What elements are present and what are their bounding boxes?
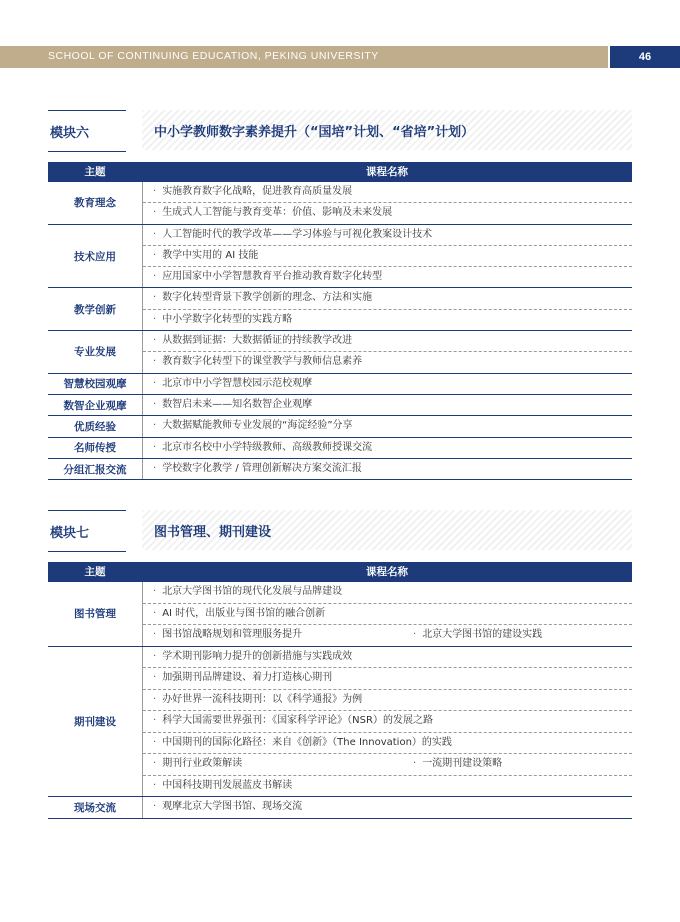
- course-list: [143, 288, 632, 330]
- course-name: 中小学数字化转型的实践方略: [162, 313, 293, 325]
- course-name: AI 时代，出版业与图书馆的融合创新: [162, 607, 326, 619]
- bullet-icon: ·: [153, 420, 157, 432]
- course-name: 教学中实用的 AI 技能: [162, 249, 259, 261]
- course-cell: [153, 668, 332, 689]
- bullet-icon: ·: [153, 672, 157, 683]
- course-name: 中国期刊的国际化路径：来自《创新》（The Innovation）的实践: [162, 736, 452, 748]
- course-cell: [153, 604, 325, 625]
- course-name: 北京大学图书馆的现代化发展与品牌建设: [162, 586, 343, 597]
- course-cell: [153, 754, 242, 775]
- course-cell: [153, 690, 362, 711]
- topic-group: [48, 647, 632, 798]
- bullet-icon: ·: [153, 758, 157, 769]
- course-name: 图书馆战略规划和管理服务提升: [162, 629, 303, 640]
- course-row: [143, 776, 632, 797]
- course-list: [143, 331, 632, 373]
- bullet-icon: ·: [153, 186, 157, 197]
- topic-group: [48, 416, 632, 437]
- course-row: [143, 203, 632, 223]
- bullet-icon: ·: [153, 335, 157, 347]
- bullet-icon: ·: [153, 462, 157, 474]
- bullet-icon: ·: [153, 313, 157, 325]
- course-row: [143, 668, 632, 690]
- module7-course-table: [48, 562, 632, 819]
- course-row: [143, 604, 632, 626]
- course-cell: [153, 797, 302, 818]
- course-row: [143, 797, 632, 818]
- course-list: [143, 374, 632, 394]
- column-header-topic: 主题: [84, 166, 106, 178]
- bullet-icon: ·: [153, 801, 157, 812]
- topic-group: [48, 331, 632, 374]
- topic-label: 名师传授: [48, 438, 143, 458]
- topic-label: 期刊建设: [48, 647, 143, 797]
- module7-header: [48, 510, 632, 550]
- course-cell: [153, 711, 433, 732]
- course-list: [143, 647, 632, 797]
- module7-label: 模块七: [50, 526, 90, 541]
- topic-label: 技术应用: [48, 225, 143, 288]
- bullet-icon: ·: [153, 607, 157, 619]
- course-name: 应用国家中小学智慧教育平台推动教育数字化转型: [162, 271, 383, 283]
- course-name: 观摩北京大学图书馆、现场交流: [162, 801, 303, 812]
- course-name: 从数据到证据：大数据循证的持续教学改进: [162, 335, 353, 347]
- course-name: 实施教育数字化战略，促进教育高质量发展: [162, 186, 353, 197]
- topic-group: [48, 797, 632, 819]
- topic-label: 优质经验: [48, 416, 143, 436]
- course-row: [143, 352, 632, 372]
- module7-table-header: [48, 562, 632, 582]
- course-list: [143, 416, 632, 436]
- course-cell: [153, 438, 372, 458]
- bullet-icon: ·: [153, 271, 157, 283]
- topic-group: [48, 438, 632, 459]
- module6-title: 中小学教师数字素养提升（“国培”计划、“省培”计划）: [154, 125, 475, 140]
- course-row: [143, 582, 632, 604]
- course-name: 期刊行业政策解读: [162, 758, 243, 769]
- bullet-icon: ·: [413, 629, 417, 640]
- course-name: 大数据赋能教师专业发展的“海淀经验”分享: [162, 420, 353, 432]
- bullet-icon: ·: [153, 228, 157, 240]
- topic-group: [48, 459, 632, 480]
- course-cell: [153, 182, 352, 202]
- course-row: [143, 459, 632, 479]
- course-cell: [413, 625, 542, 646]
- course-list: [143, 459, 632, 479]
- bullet-icon: ·: [153, 650, 157, 662]
- course-row: [143, 754, 632, 776]
- course-row: [143, 182, 632, 203]
- course-row: [143, 310, 632, 330]
- module7-title: 图书管理、期刊建设: [154, 525, 272, 540]
- bullet-icon: ·: [153, 398, 157, 410]
- course-list: [143, 395, 632, 415]
- course-cell: [153, 203, 392, 223]
- course-row: [143, 225, 632, 246]
- topic-label: 数智企业观摩: [48, 395, 143, 415]
- module7-title-box: [142, 510, 632, 550]
- course-name: 生成式人工智能与教育变革：价值、影响及未来发展: [162, 207, 393, 219]
- course-name: 北京市名校中小学特级教师、高级教师授课交流: [162, 441, 373, 453]
- course-row: [143, 647, 632, 669]
- course-cell: [153, 582, 342, 603]
- header-school-band: [0, 46, 608, 68]
- module7-label-box: [48, 510, 126, 552]
- topic-label: 图书管理: [48, 582, 143, 646]
- course-name: 学校数字化教学 / 管理创新解决方案交流汇报: [162, 462, 362, 474]
- course-cell: [153, 246, 258, 266]
- bullet-icon: ·: [153, 441, 157, 453]
- module6-header: [48, 110, 632, 150]
- course-cell: [153, 625, 302, 646]
- school-name: SCHOOL OF CONTINUING EDUCATION, PEKING UNIVERSITY: [48, 50, 379, 62]
- course-name: 办好世界一流科技期刊：以《科学通报》为例: [162, 693, 363, 705]
- bullet-icon: ·: [153, 377, 157, 389]
- bullet-icon: ·: [153, 586, 157, 597]
- topic-group: [48, 288, 632, 331]
- bullet-icon: ·: [153, 292, 157, 304]
- column-header-course: 课程名称: [366, 166, 408, 178]
- course-cell: [153, 647, 352, 668]
- course-row: [143, 416, 632, 436]
- course-cell: [153, 395, 312, 415]
- course-list: [143, 438, 632, 458]
- course-name: 中国科技期刊发展蓝皮书解读: [162, 779, 293, 791]
- bullet-icon: ·: [153, 629, 157, 640]
- course-row: [143, 288, 632, 309]
- course-name: 北京市中小学智慧校园示范校观摩: [162, 377, 313, 389]
- page-header-bar: [0, 46, 680, 68]
- course-cell: [153, 374, 312, 394]
- topic-label: 专业发展: [48, 331, 143, 373]
- course-list: [143, 797, 632, 818]
- bullet-icon: ·: [153, 779, 157, 791]
- course-row: [143, 395, 632, 415]
- course-cell: [413, 754, 502, 775]
- course-name: 数字化转型背景下教学创新的理念、方法和实施: [162, 292, 373, 304]
- course-row: [143, 374, 632, 394]
- course-row: [143, 733, 632, 755]
- course-name: 教育数字化转型下的课堂教学与教师信息素养: [162, 356, 363, 368]
- topic-group: [48, 225, 632, 289]
- bullet-icon: ·: [153, 207, 157, 219]
- topic-group: [48, 374, 632, 395]
- course-cell: [153, 776, 292, 797]
- course-row: [143, 246, 632, 267]
- course-list: [143, 582, 632, 646]
- course-cell: [153, 225, 432, 245]
- module6-title-box: [142, 110, 632, 150]
- topic-group: [48, 395, 632, 416]
- course-name: 北京大学图书馆的建设实践: [422, 629, 543, 640]
- course-cell: [153, 352, 362, 372]
- bullet-icon: ·: [153, 715, 157, 726]
- column-header-topic: 主题: [84, 566, 106, 578]
- module6-course-table: [48, 162, 632, 480]
- course-row: [143, 331, 632, 352]
- course-list: [143, 182, 632, 224]
- course-cell: [153, 416, 353, 436]
- topic-label: 现场交流: [48, 797, 143, 818]
- course-name: 一流期刊建设策略: [422, 758, 503, 769]
- course-row: [143, 267, 632, 287]
- course-row: [143, 690, 632, 712]
- column-header-course: 课程名称: [366, 566, 408, 578]
- topic-label: 分组汇报交流: [48, 459, 143, 479]
- page-number: 46: [610, 46, 680, 68]
- topic-group: [48, 582, 632, 647]
- course-cell: [153, 331, 352, 351]
- course-row: [143, 711, 632, 733]
- topic-group: [48, 182, 632, 225]
- course-cell: [153, 310, 292, 330]
- course-cell: [153, 267, 382, 287]
- course-name: 科学大国需要世界强刊：《国家科学评论》（NSR）的发展之路: [162, 715, 433, 726]
- course-list: [143, 225, 632, 288]
- course-name: 人工智能时代的教学改革——学习体验与可视化教案设计技术: [162, 228, 433, 240]
- topic-label: 智慧校园观摩: [48, 374, 143, 394]
- course-name: 数智启未来——知名数智企业观摩: [162, 398, 313, 410]
- bullet-icon: ·: [153, 693, 157, 705]
- course-cell: [153, 459, 362, 479]
- module6-label: 模块六: [50, 126, 90, 141]
- topic-label: 教学创新: [48, 288, 143, 330]
- bullet-icon: ·: [413, 758, 417, 769]
- course-cell: [153, 733, 452, 754]
- module6-table-header: [48, 162, 632, 182]
- topic-label: 教育理念: [48, 182, 143, 224]
- course-row: [143, 625, 632, 646]
- course-cell: [153, 288, 372, 308]
- course-row: [143, 438, 632, 458]
- bullet-icon: ·: [153, 736, 157, 748]
- course-name: 加强期刊品牌建设、着力打造核心期刊: [162, 672, 333, 683]
- bullet-icon: ·: [153, 356, 157, 368]
- module6-label-box: [48, 110, 126, 152]
- bullet-icon: ·: [153, 249, 157, 261]
- course-name: 学术期刊影响力提升的创新措施与实践成效: [162, 650, 353, 662]
